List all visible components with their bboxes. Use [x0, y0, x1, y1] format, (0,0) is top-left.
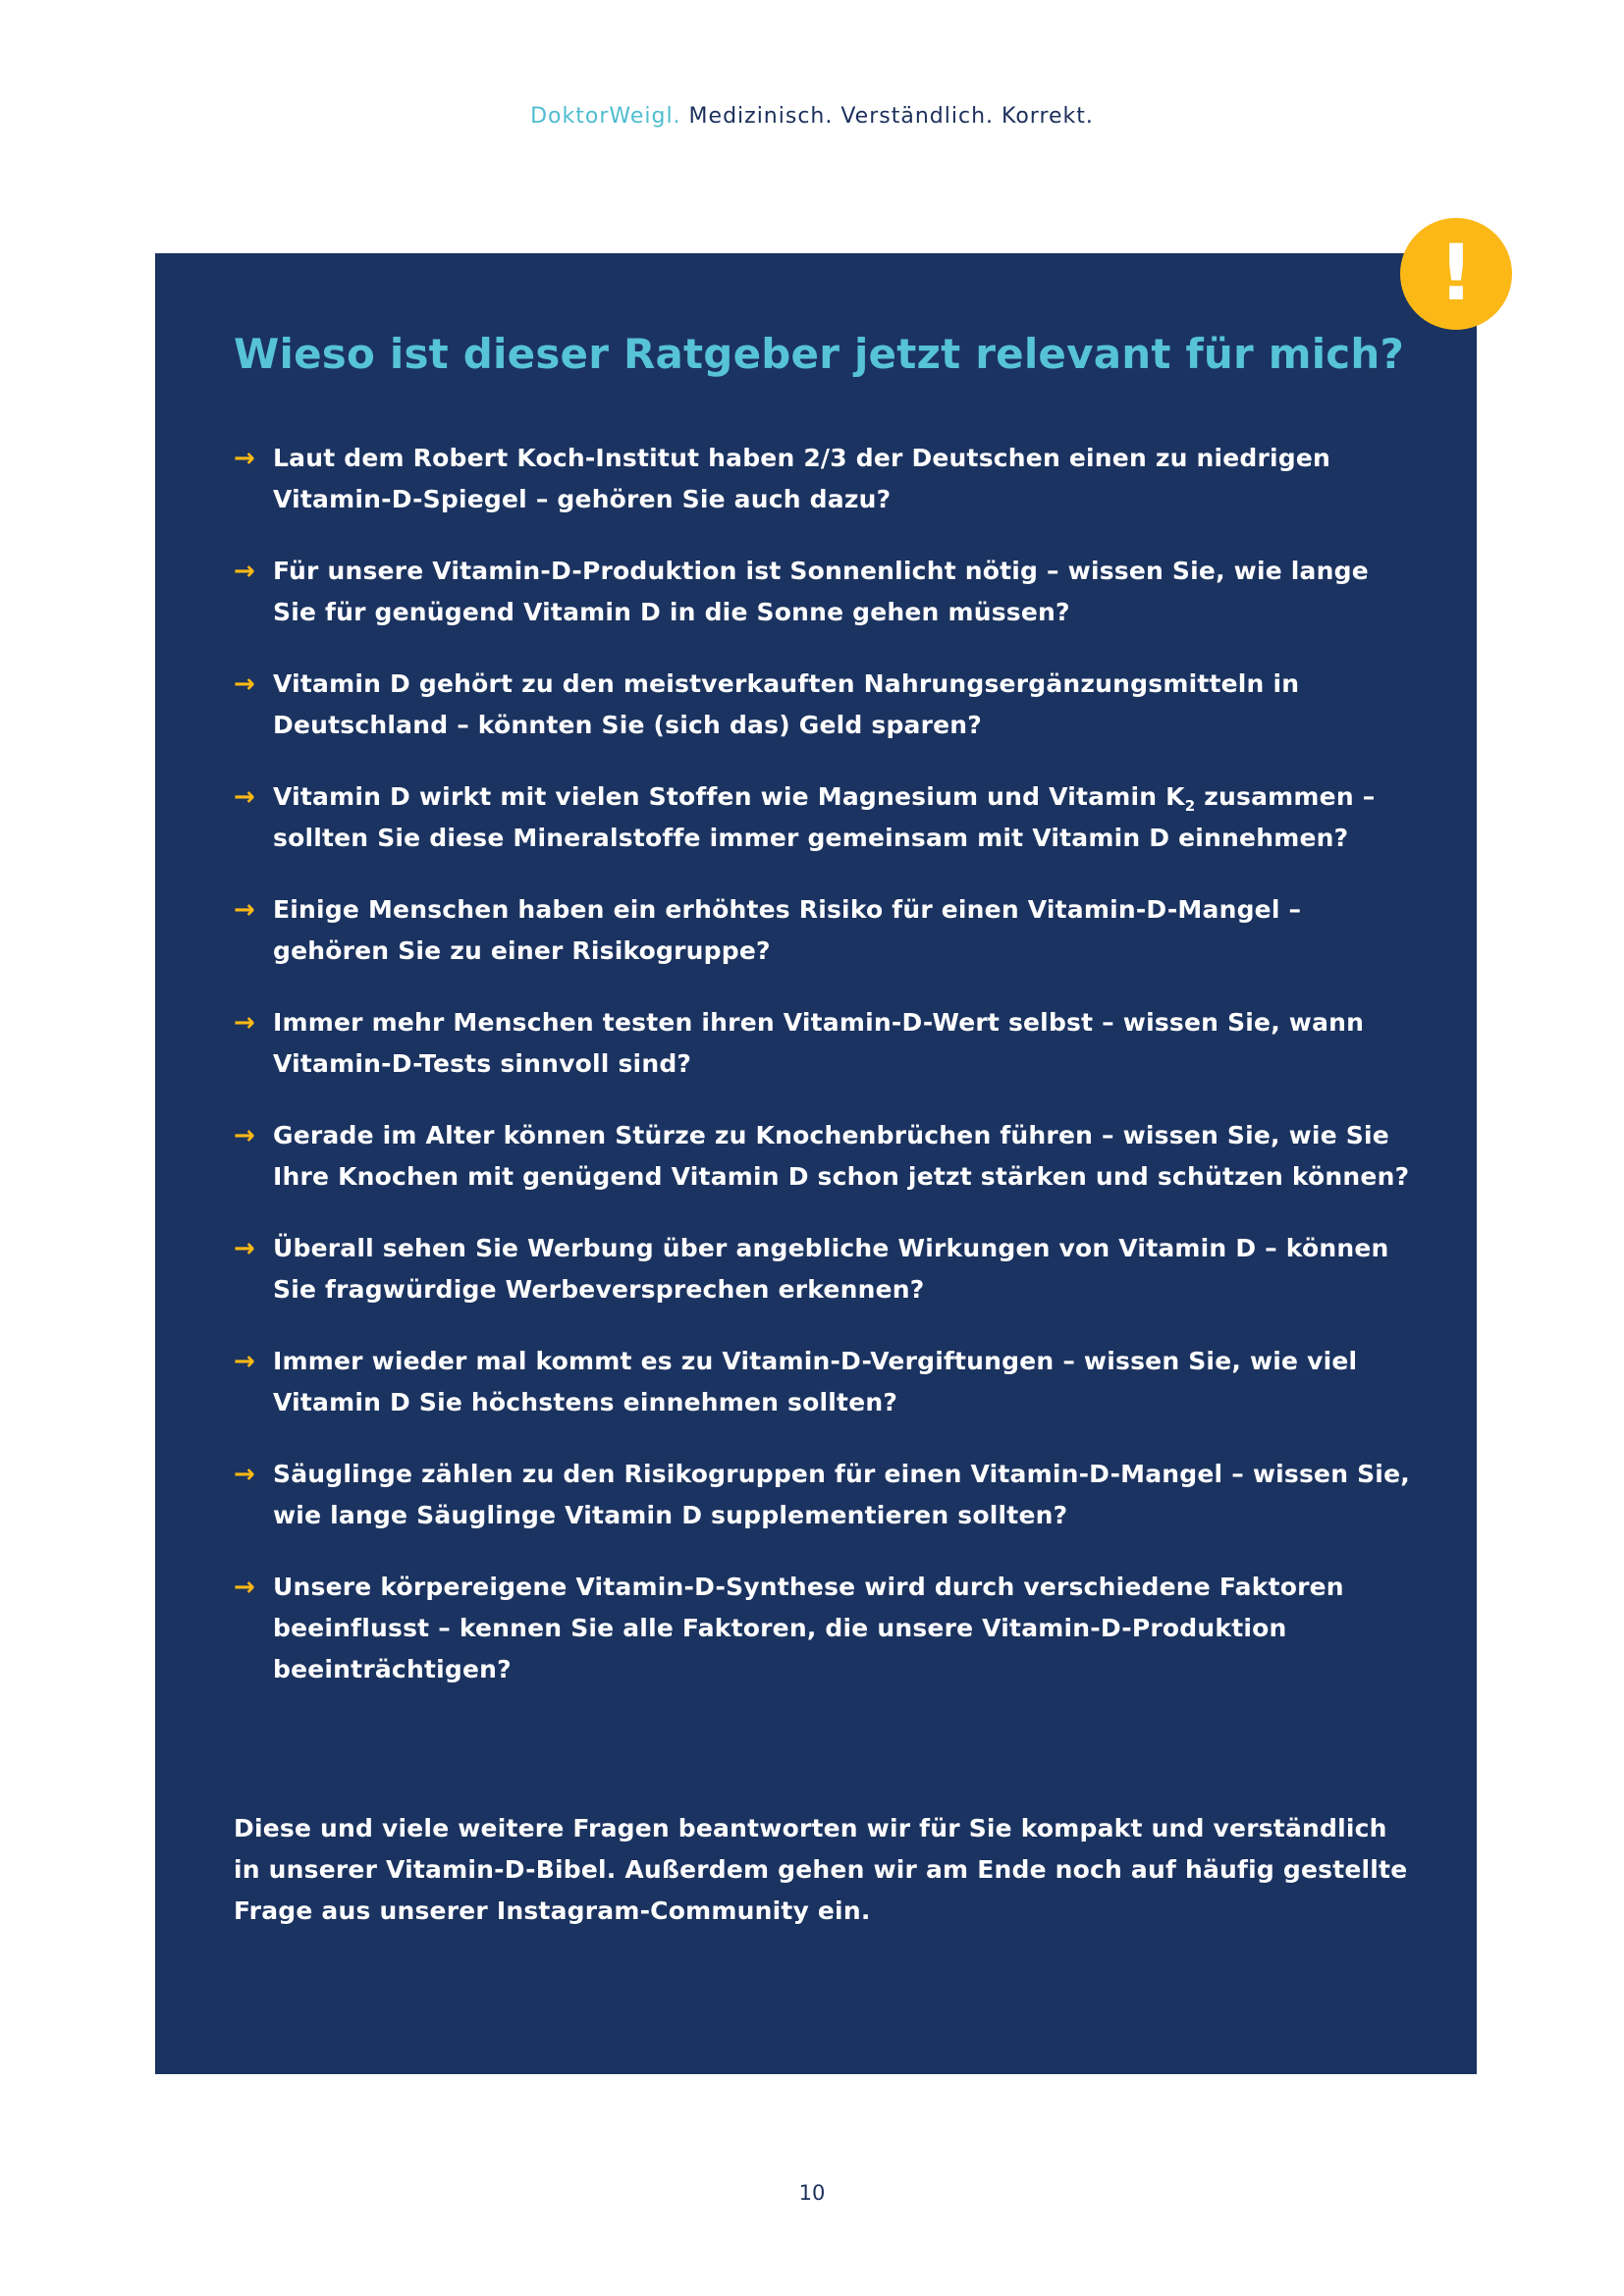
- question-item: [234, 776, 1412, 859]
- header-tagline: Medizinisch. Verständlich. Korrekt.: [688, 104, 1094, 129]
- exclamation-icon: !: [1400, 218, 1512, 330]
- arrow-right-icon: →: [234, 895, 255, 925]
- question-text: Überall sehen Sie Werbung über angebliche Wirkungen von Vitamin D – können Sie fragwürdige Werbeversprechen erkennen?: [273, 1234, 1389, 1304]
- arrow-right-icon: →: [234, 1460, 255, 1489]
- question-text: Immer wieder mal kommt es zu Vitamin-D-Vergiftungen – wissen Sie, wie viel Vitamin D Sie höchstens einnehmen sollten?: [273, 1347, 1358, 1416]
- panel-title: Wieso ist dieser Ratgeber jetzt relevant für mich?: [234, 330, 1405, 378]
- question-text: Gerade im Alter können Stürze zu Knochenbrüchen führen – wissen Sie, wie Sie Ihre Knochen mit genügend Vitamin D schon jetzt stärken und schützen können?: [273, 1121, 1410, 1191]
- arrow-right-icon: →: [234, 1347, 255, 1376]
- question-text: Immer mehr Menschen testen ihren Vitamin-D-Wert selbst – wissen Sie, wann Vitamin-D-Tests sinnvoll sind?: [273, 1008, 1365, 1078]
- arrow-right-icon: →: [234, 444, 255, 473]
- closing-paragraph: Diese und viele weitere Fragen beantworten wir für Sie kompakt und verständlich in unserer Vitamin-D-Bibel. Außerdem gehen wir am Ende noch auf häufig gestellte Frage aus unserer Instagram-Community ein.: [234, 1814, 1408, 1925]
- question-item: [234, 1341, 1412, 1423]
- question-text: Säuglinge zählen zu den Risikogruppen für einen Vitamin-D-Mangel – wissen Sie, wie lange Säuglinge Vitamin D supplementieren sollten?: [273, 1460, 1410, 1529]
- page-number: 10: [798, 2181, 826, 2205]
- question-item: [234, 889, 1412, 972]
- arrow-right-icon: →: [234, 782, 255, 812]
- question-text: Unsere körpereigene Vitamin-D-Synthese wird durch verschiedene Faktoren beeinflusst – kennen Sie alle Faktoren, die unsere Vitamin-D-Produktion beeinträchtigen?: [273, 1573, 1344, 1683]
- question-item: [234, 1115, 1412, 1198]
- question-item: [234, 664, 1412, 746]
- question-list: [234, 438, 1412, 1721]
- arrow-right-icon: →: [234, 1008, 255, 1038]
- question-item: [234, 1567, 1412, 1690]
- info-panel: [155, 253, 1477, 2074]
- arrow-right-icon: →: [234, 1121, 255, 1150]
- question-item: [234, 438, 1412, 520]
- question-item: [234, 1002, 1412, 1085]
- question-item: [234, 1228, 1412, 1310]
- question-item: [234, 551, 1412, 633]
- arrow-right-icon: →: [234, 1573, 255, 1602]
- arrow-right-icon: →: [234, 669, 255, 699]
- question-text: Vitamin D gehört zu den meistverkauften Nahrungsergänzungsmitteln in Deutschland – könnten Sie (sich das) Geld sparen?: [273, 669, 1300, 739]
- arrow-right-icon: →: [234, 557, 255, 586]
- question-text: Vitamin D wirkt mit vielen Stoffen wie Magnesium und Vitamin $K_2$ zusammen – sollten Sie diese Mineralstoffe immer gemeinsam mit Vitamin D einnehmen?: [273, 782, 1376, 852]
- question-text: Einige Menschen haben ein erhöhtes Risiko für einen Vitamin-D-Mangel – gehören Sie zu einer Risikogruppe?: [273, 895, 1302, 965]
- brand-name: DoktorWeigl.: [530, 104, 681, 129]
- question-item: [234, 1454, 1412, 1536]
- question-text: Laut dem Robert Koch-Institut haben 2/3 der Deutschen einen zu niedrigen Vitamin-D-Spiegel – gehören Sie auch dazu?: [273, 444, 1331, 513]
- question-text: Für unsere Vitamin-D-Produktion ist Sonnenlicht nötig – wissen Sie, wie lange Sie für genügend Vitamin D in die Sonne gehen müssen?: [273, 557, 1369, 626]
- subscript: 2: [1184, 797, 1196, 815]
- arrow-right-icon: →: [234, 1234, 255, 1263]
- page-header: [0, 104, 1624, 129]
